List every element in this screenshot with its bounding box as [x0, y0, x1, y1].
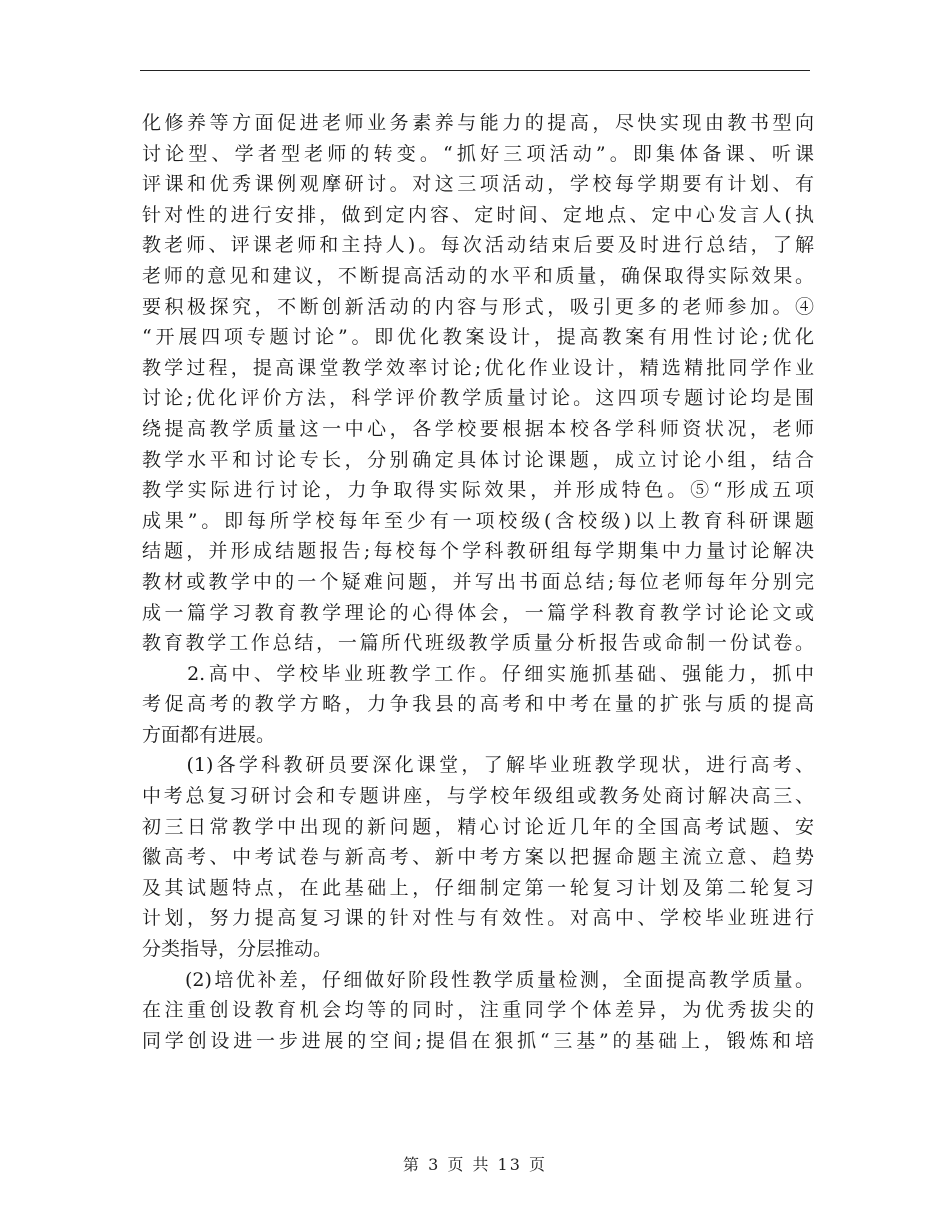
- text-line: 教学水平和讨论专长，分别确定具体讨论课题，成立讨论小组，结合: [142, 448, 814, 471]
- text-line: 教学实际进行讨论，力争取得实际效果，并形成特色。⑤“形成五项: [142, 479, 814, 502]
- header-rule: [140, 70, 810, 71]
- text-line: 在注重创设教育机会均等的同时，注重同学个体差异，为优秀拔尖的: [142, 999, 814, 1022]
- text-line: 徽高考、中考试卷与新高考、新中考方案以把握命题主流立意、趋势: [142, 846, 814, 869]
- text-line: 绕提高教学质量这一中心，各学校要根据本校各学科师资状况，老师: [142, 417, 814, 440]
- text-line: 分类指导，分层推动。: [142, 938, 333, 961]
- text-line: 考促高考的教学方略，力争我县的高考和中考在量的扩张与质的提高: [142, 693, 814, 716]
- text-line: “开展四项专题讨论”。即优化教案设计，提高教案有用性讨论;优化: [142, 326, 814, 349]
- text-line: 评课和优秀课例观摩研讨。对这三项活动，学校每学期要有计划、有: [142, 173, 814, 196]
- text-line: 成果”。即每所学校每年至少有一项校级(含校级)以上教育科研课题: [142, 509, 814, 532]
- document-body: [142, 108, 814, 1056]
- text-line: 讨论;优化评价方法，科学评价教学质量讨论。这四项专题讨论均是围: [142, 387, 814, 410]
- text-line: 中考总复习研讨会和专题讲座，与学校年级组或教务处商讨解决高三、: [142, 785, 814, 808]
- text-line: 同学创设进一步进展的空间;提倡在狠抓“三基”的基础上，锻炼和培: [142, 1029, 814, 1052]
- text-line: 及其试题特点，在此基础上，仔细制定第一轮复习计划及第二轮复习: [142, 876, 814, 899]
- text-line: 教学过程，提高课堂教学效率讨论;优化作业设计，精选精批同学作业: [142, 356, 814, 379]
- text-line: 讨论型、学者型老师的转变。“抓好三项活动”。即集体备课、听课: [142, 142, 814, 165]
- text-line: 方面都有进展。: [142, 723, 276, 746]
- text-line: 教材或教学中的一个疑难问题，并写出书面总结;每位老师每年分别完: [142, 570, 814, 593]
- text-line: 2.高中、学校毕业班教学工作。仔细实施抓基础、强能力，抓中: [142, 662, 814, 685]
- text-line: 教育教学工作总结，一篇所代班级教学质量分析报告或命制一份试卷。: [142, 632, 814, 655]
- text-line: 初三日常教学中出现的新问题，精心讨论近几年的全国高考试题、安: [142, 815, 814, 838]
- page-footer: 第 3 页 共 13 页: [403, 1155, 547, 1174]
- text-line: 结题，并形成结题报告;每校每个学科教研组每学期集中力量讨论解决: [142, 540, 814, 563]
- text-line: 计划，努力提高复习课的针对性与有效性。对高中、学校毕业班进行: [142, 907, 814, 930]
- text-line: 教老师、评课老师和主持人)。每次活动结束后要及时进行总结，了解: [142, 234, 814, 257]
- text-line: (1)各学科教研员要深化课堂，了解毕业班教学现状，进行高考、: [142, 754, 814, 777]
- text-line: 针对性的进行安排，做到定内容、定时间、定地点、定中心发言人(执: [142, 203, 814, 226]
- text-line: (2)培优补差，仔细做好阶段性教学质量检测，全面提高教学质量。: [142, 968, 814, 991]
- text-line: 老师的意见和建议，不断提高活动的水平和质量，确保取得实际效果。: [142, 264, 814, 287]
- text-line: 化修养等方面促进老师业务素养与能力的提高，尽快实现由教书型向: [142, 112, 814, 134]
- text-line: 要积极探究，不断创新活动的内容与形式，吸引更多的老师参加。④: [142, 295, 814, 318]
- text-line: 成一篇学习教育教学理论的心得体会，一篇学科教育教学讨论论文或: [142, 601, 814, 624]
